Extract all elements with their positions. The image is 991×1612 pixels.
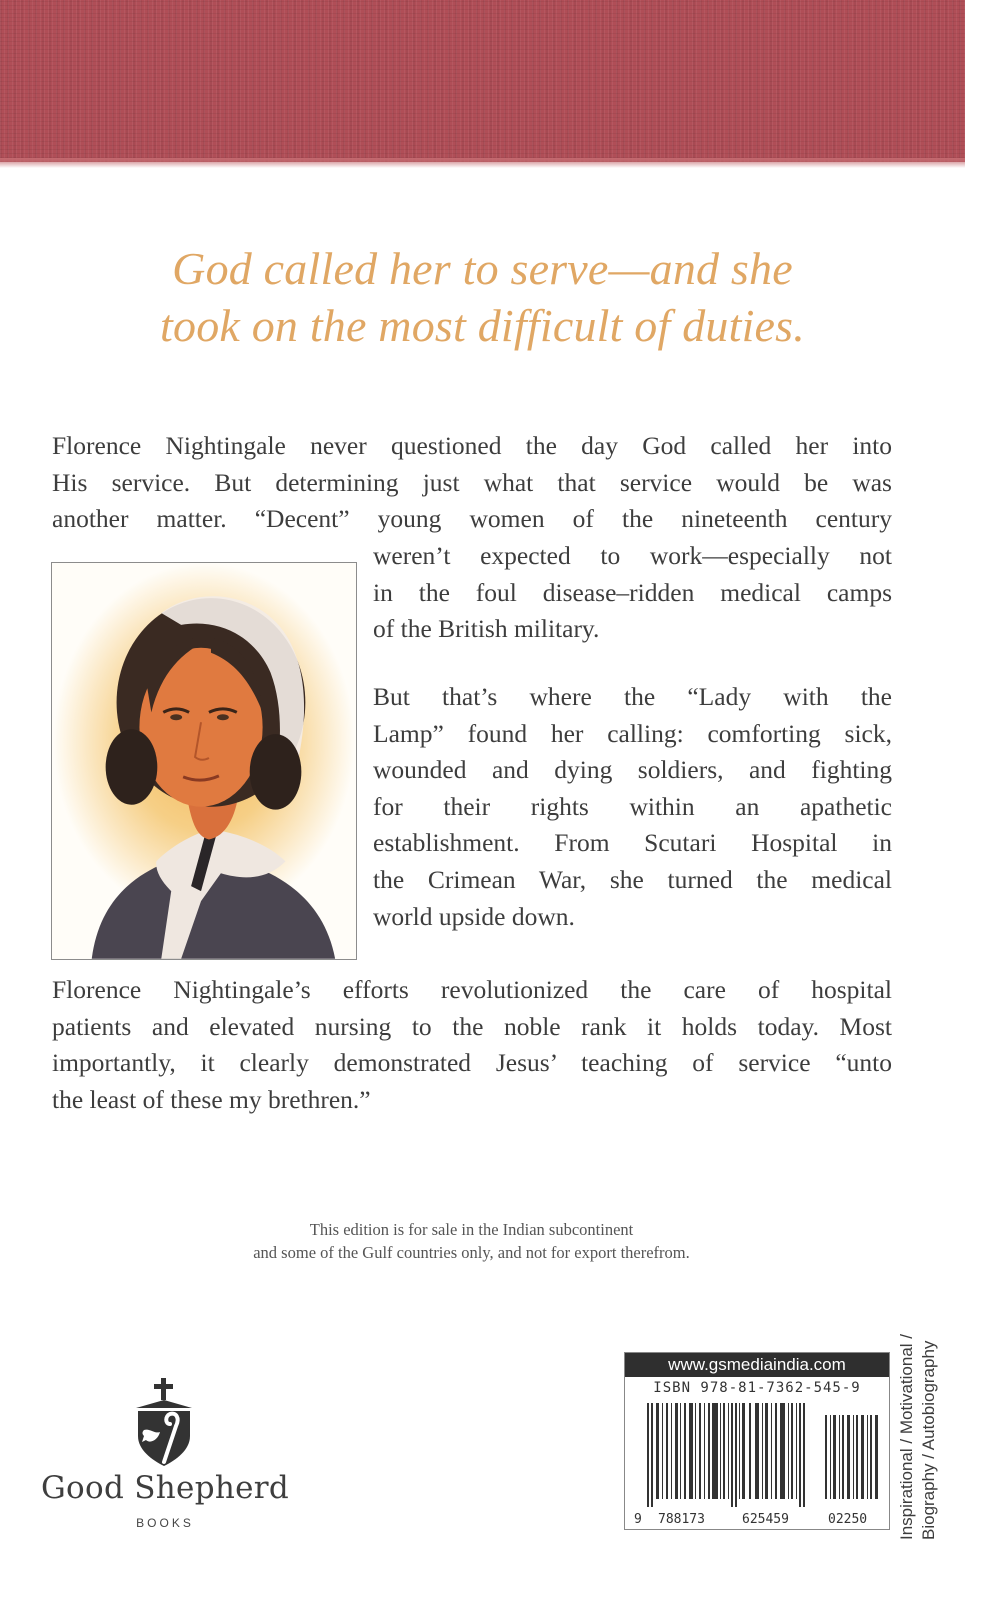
category-line-1: Inspirational / Motivational / bbox=[897, 1334, 916, 1540]
blurb-paragraph-2 bbox=[373, 679, 892, 935]
barcode-digits-group-1: 788173 bbox=[658, 1512, 705, 1527]
tagline-line-2: took on the most difficult of duties. bbox=[160, 300, 805, 351]
barcode-addon: 02250 bbox=[828, 1512, 868, 1527]
publisher-name: Good Shepherd bbox=[40, 1470, 290, 1506]
blurb-line: Florence Nightingale’s efforts revolutionized the care of hospital bbox=[52, 975, 892, 1004]
blurb-line: Florence Nightingale never questioned the day God called her into bbox=[52, 431, 892, 460]
blurb-line: Lamp” found her calling: comforting sick, bbox=[373, 718, 892, 748]
blurb-line: the least of these my brethren.” bbox=[52, 1084, 371, 1114]
tagline bbox=[0, 240, 965, 354]
blurb-line: establishment. From Scutari Hospital in bbox=[373, 828, 892, 858]
blurb-paragraph-3 bbox=[52, 972, 892, 1118]
shield-cross-crook-dove-icon bbox=[130, 1378, 200, 1466]
cover-top-band bbox=[0, 0, 965, 162]
sale-note-line-1: This edition is for sale in the Indian subcontinent bbox=[309, 1220, 634, 1239]
blurb-line: wounded and dying soldiers, and fighting bbox=[373, 755, 892, 785]
blurb-line: weren’t expected to work—especially not bbox=[373, 541, 892, 570]
barcode-lead-digit: 9 bbox=[634, 1512, 642, 1527]
blurb-line: importantly, it clearly demonstrated Jesus’ teaching of service “unto bbox=[52, 1048, 892, 1078]
blurb-line: of the British military. bbox=[373, 614, 600, 644]
sale-note-line-2: and some of the Gulf countries only, and not for export therefrom. bbox=[253, 1243, 690, 1262]
blurb-paragraph-1-top bbox=[52, 428, 892, 538]
sale-territory-note bbox=[0, 1218, 943, 1264]
tagline-line-1: God called her to serve—and she bbox=[172, 243, 793, 294]
blurb-line: for their rights within an apathetic bbox=[373, 791, 892, 821]
portrait-image bbox=[51, 562, 357, 960]
blurb-line: in the foul disease–ridden medical camps bbox=[373, 577, 892, 607]
publisher-imprint: BOOKS bbox=[136, 1516, 194, 1530]
category-line-2: Biography / Autobiography bbox=[919, 1340, 938, 1540]
publisher-logo bbox=[40, 1378, 290, 1538]
blurb-line: His service. But determining just what that service would be was bbox=[52, 467, 892, 497]
blurb-line: world upside down. bbox=[373, 901, 575, 931]
blurb-line: the Crimean War, she turned the medical bbox=[373, 864, 892, 894]
book-category bbox=[896, 1334, 940, 1540]
barcode-digits-group-2: 625459 bbox=[742, 1512, 789, 1527]
publisher-website: www.gsmediaindia.com bbox=[625, 1353, 889, 1377]
isbn-label: ISBN 978-81-7362-545-9 bbox=[653, 1380, 861, 1396]
blurb-line: But that’s where the “Lady with the bbox=[373, 682, 892, 711]
isbn-barcode bbox=[624, 1352, 890, 1530]
barcode-digits bbox=[625, 1507, 891, 1527]
barcode-bars bbox=[625, 1403, 891, 1507]
blurb-paragraph-1-beside-image bbox=[373, 538, 892, 648]
blurb-line: patients and elevated nursing to the noble rank it holds today. Most bbox=[52, 1011, 892, 1041]
portrait-illustration bbox=[52, 563, 356, 959]
blurb-line: another matter. “Decent” young women of the nineteenth century bbox=[52, 504, 892, 534]
